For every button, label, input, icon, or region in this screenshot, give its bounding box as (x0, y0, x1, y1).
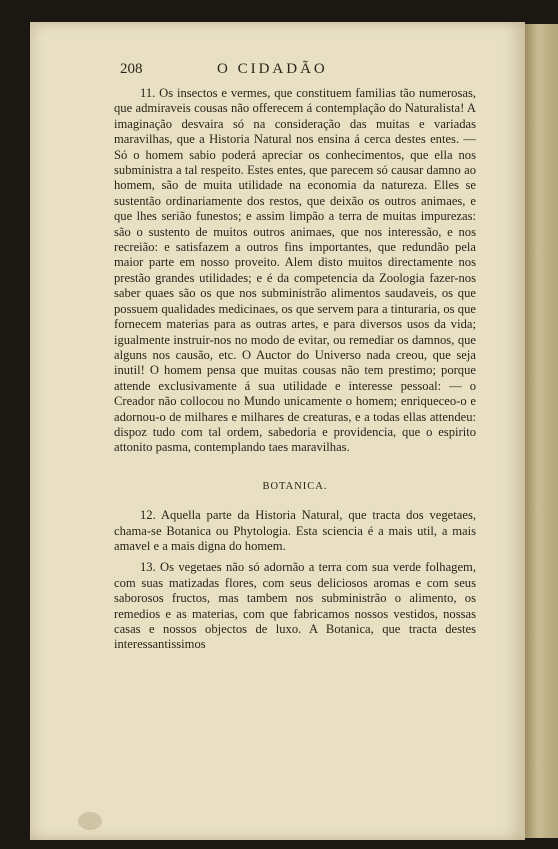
running-head: O CIDADÃO (217, 61, 328, 77)
paragraph-11: 11. Os insectos e vermes, que constituem familias tão numerosas, que admiraveis cousas não offerecem á contemplação do Naturalista! A imaginação desvaira só na consideração das muitas e variadas maravilhas, que a Historia Natural nos ensina á cerca destes entes. — Só o homem sabio poderá apreciar os conhecimentos, que ella nos subministra a tal respeito. Estes entes, que parecem só causar damno ao homem, são de muita utilidade na economia da natureza. Elles se sustentão ordinariamente dos restos, que deixão os outros animaes, e que lhes serião funestos; e assim limpão a terra de muitas impurezas: são o sustento de muitos outros animaes, que nos interessão, e nos recreião: e satisfazem a outros fins importantes, que redundão pela maior parte em nosso proveito. Alem disto muitos directamente nos prestão grandes utilidades; e é da competencia da Zoologia fazer-nos saber quaes são os que nos subministrão alimentos saudaveis, os que possuem qualidades medicinaes, os que servem para a tinturaria, os que fornecem materias para as outras artes, e para diversos usos da vida; igualmente instruir-nos no modo de evitar, ou remediar os damnos, que alguns nos causão, etc. O Auctor do Universo nada creou, que seja inutil! O homem pensa que muitas cousas não tem prestimo; porque attende exclusivamente á sua utilidade e interesse pessoal: — o Creador não collocou no Mundo unicamente o homem; enriqueceo-o e adornou-o de milhares e milhares de creaturas, e a todas ellas attendeu: dispoz tudo com tal ordem, sabedoria e providencia, que o espirito attonito pasma, contemplando taes maravilhas. (114, 86, 476, 455)
page-header (114, 60, 476, 82)
page-edge (525, 24, 558, 838)
paragraph-12: 12. Aquella parte da Historia Natural, que tracta dos vegetaes, chama-se Botanica ou Phytologia. Esta sciencia é a mais util, a mais amavel e a mais digna do homem. (114, 508, 476, 553)
paper-stain (78, 812, 102, 830)
page-text (114, 60, 476, 653)
paragraph-13: 13. Os vegetaes não só adornão a terra com sua verde folhagem, com suas matizadas flores, com seus deliciosos aromas e com seus saborosos fructos, mas tambem nos subministrão o alimento, os remedios e as materias, com que fabricamos nossos vestidos, nossas casas e nossos objectos de luxo. A Botanica, que tracta destes interessantissimos (114, 560, 476, 652)
page-number: 208 (120, 61, 143, 77)
section-heading: BOTANICA. (262, 480, 328, 492)
